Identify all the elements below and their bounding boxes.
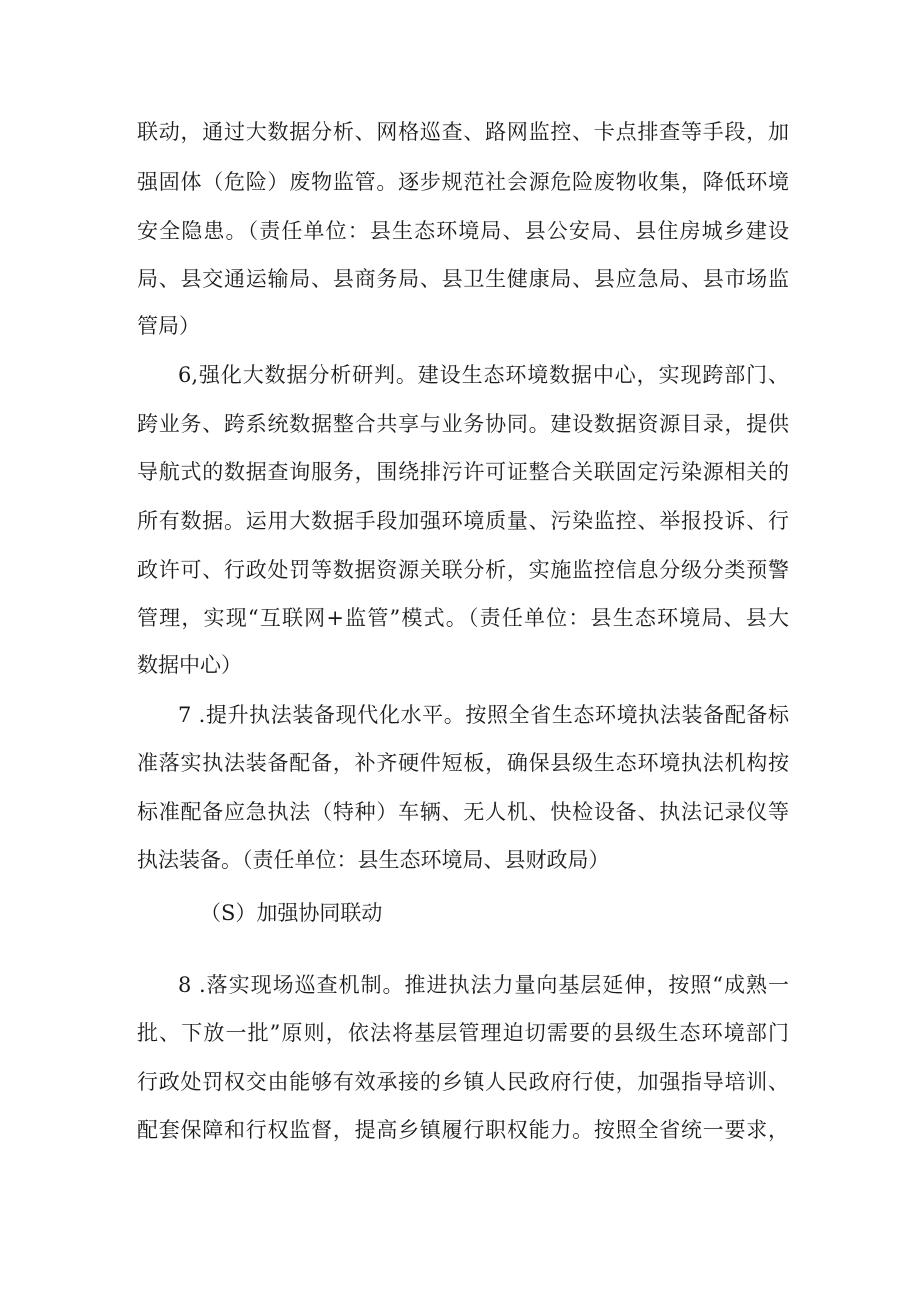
paragraph-line: 执法装备。（责任单位：县生态环境局、县财政局） [137,848,610,872]
paragraph-line: 6,强化大数据分析研判。建设生态环境数据中心，实现跨部门、 [178,363,789,387]
paragraph-line: 管理，实现“互联网+监管”模式。（责任单位：县生态环境局、县大 [137,606,789,630]
paragraph-line: 安全隐患。（责任单位：县生态环境局、县公安局、县住房城乡建设 [137,219,789,243]
paragraph-line: 导航式的数据查询服务，围绕排污许可证整合关联固定污染源相关的 [137,460,789,484]
paragraph-line: 标准配备应急执法（特种）车辆、无人机、快检设备、执法记录仪等 [137,800,789,824]
paragraph-line: 配套保障和行权监督，提高乡镇履行职权能力。按照全省统一要求， [137,1118,789,1142]
paragraph-line: 数据中心） [137,653,242,677]
paragraph-line: 政许可、行政处罚等数据资源关联分析，实施监控信息分级分类预警 [137,558,789,582]
paragraph-line: 行政处罚权交由能够有效承接的乡镇人民政府行使，加强指导培训、 [137,1070,789,1094]
paragraph-line: 联动，通过大数据分析、网格巡查、路网监控、卡点排查等手段，加 [137,120,789,144]
paragraph-line: 强固体（危险）废物监管。逐步规范社会源危险废物收集，降低环境 [137,170,789,194]
paragraph-line: 7 .提升执法装备现代化水平。按照全省生态环境执法装备配备标 [178,703,789,727]
paragraph-line: 准落实执法装备配备，补齐硬件短板，确保县级生态环境执法机构按 [137,751,789,775]
paragraph-line: 批、下放一批”原则，依法将基层管理迫切需要的县级生态环境部门 [137,1021,789,1045]
paragraph-line: 8 .落实现场巡查机制。推进执法力量向基层延伸，按照“成熟一 [178,973,789,997]
section-heading: （S）加强协同联动 [200,901,383,925]
paragraph-line: 局、县交通运输局、县商务局、县卫生健康局、县应急局、县市场监 [137,267,789,291]
paragraph-line: 所有数据。运用大数据手段加强环境质量、污染监控、举报投诉、行 [137,509,789,533]
paragraph-line: 管局） [137,314,200,338]
paragraph-line: 跨业务、跨系统数据整合共享与业务协同。建设数据资源目录，提供 [137,412,789,436]
